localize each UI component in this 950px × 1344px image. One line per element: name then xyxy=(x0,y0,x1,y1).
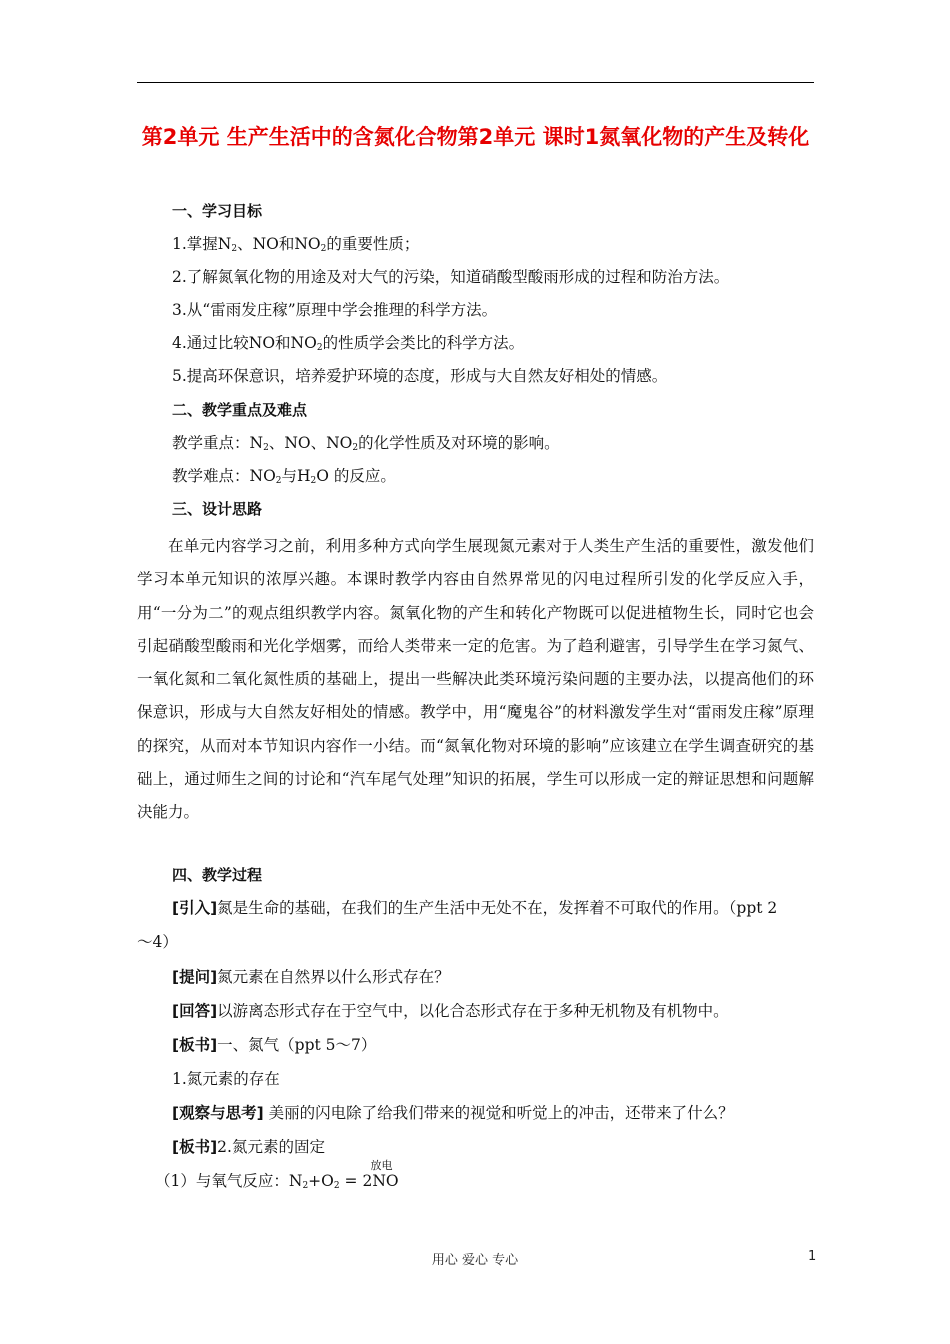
header-rule xyxy=(137,82,814,83)
reaction-equation: （1）与氧气反应：$N_2+O_2 = 2NO$ 放电 xyxy=(155,1170,832,1197)
process-sub-1: 1.氮元素的存在 xyxy=(172,1070,280,1088)
tag-observe: [观察与思考] xyxy=(172,1104,264,1122)
tag-board-2: [板书] xyxy=(172,1138,218,1156)
tag-board: [板书] xyxy=(172,1036,218,1054)
goal-item-2: 2.了解氮氧化物的用途及对大气的污染，知道硝酸型酸雨形成的过程和防治方法。 xyxy=(172,268,730,286)
process-question: [提问]氮元素在自然界以什么形式存在？ xyxy=(172,968,450,986)
page-number: 1 xyxy=(808,1249,817,1264)
tag-answer: [回答] xyxy=(172,1002,218,1020)
section-heading-goals: 一、学习目标 xyxy=(172,202,263,220)
document-title: 第2单元 生产生活中的含氮化合物第2单元 课时1氮氧化物的产生及转化 xyxy=(141,125,810,149)
tag-question: [提问] xyxy=(172,968,218,986)
design-paragraph: 在单元内容学习之前，利用多种方式向学生展现氮元素对于人类生产生活的重要性，激发他们学习本单元知识的浓厚兴趣。本课时教学内容由自然界常见的闪电过程所引发的化学反应入手，用“一分为二”的观点组织教学内容。氮氧化物的产生和转化产物既可以促进植物生长，同时它也会引起硝酸型酸雨和光化学烟雾，而给人类带来一定的危害。为了趋利避害，引导学生在学习氮气、一氧化氮和二氧化氮性质的基础上，提出一些解决此类环境污染问题的主要办法，以提高他们的环保意识，形成与大自然友好相处的情感。教学中，用“魔鬼谷”的材料激发学生对“雷雨发庄稼”原理的探究，从而对本节知识内容作一小结。而“氮氧化物对环境的影响”应该建立在学生调查研究的基础上，通过师生之间的讨论和“汽车尾气处理”知识的拓展，学生可以形成一定的辩证思想和问题解决能力。 xyxy=(137,537,814,822)
process-intro-cont: ～4） xyxy=(137,933,178,951)
process-board-2: [板书]2.氮元素的固定 xyxy=(172,1138,325,1156)
key-focus: 教学重点：$N_2$、NO、$NO_2$的化学性质及对环境的影响。 xyxy=(172,434,560,453)
section-heading-design: 三、设计思路 xyxy=(172,500,263,518)
goal-item-4: 4.通过比较NO和$NO_2$的性质学会类比的科学方法。 xyxy=(172,334,525,353)
goal-item-1: 1.掌握$N_2$、NO和$NO_2$的重要性质； xyxy=(172,235,420,254)
tag-intro: [引入] xyxy=(172,899,218,917)
section-heading-process: 四、教学过程 xyxy=(172,866,263,884)
key-difficulty: 教学难点：$NO_2$与$H_2O$ 的反应。 xyxy=(172,467,396,486)
process-intro: [引入]氮是生命的基础，在我们的生产生活中无处不在，发挥着不可取代的作用。（ppt 2 xyxy=(172,899,778,917)
reaction-condition: 放电 xyxy=(370,1159,393,1172)
process-answer: [回答]以游离态形式存在于空气中，以化合态形式存在于多种无机物及有机物中。 xyxy=(172,1002,729,1020)
process-observe: [观察与思考] 美丽的闪电除了给我们带来的视觉和听觉上的冲击，还带来了什么？ xyxy=(172,1104,734,1122)
process-board-1: [板书]一、氮气（ppt 5～7） xyxy=(172,1036,377,1054)
goal-item-3: 3.从“雷雨发庄稼”原理中学会推理的科学方法。 xyxy=(172,301,498,319)
footer-motto: 用心 爱心 专心 xyxy=(431,1253,519,1268)
goal-item-5: 5.提高环保意识，培养爱护环境的态度，形成与大自然友好相处的情感。 xyxy=(172,367,668,385)
section-heading-key-points: 二、教学重点及难点 xyxy=(172,401,308,419)
